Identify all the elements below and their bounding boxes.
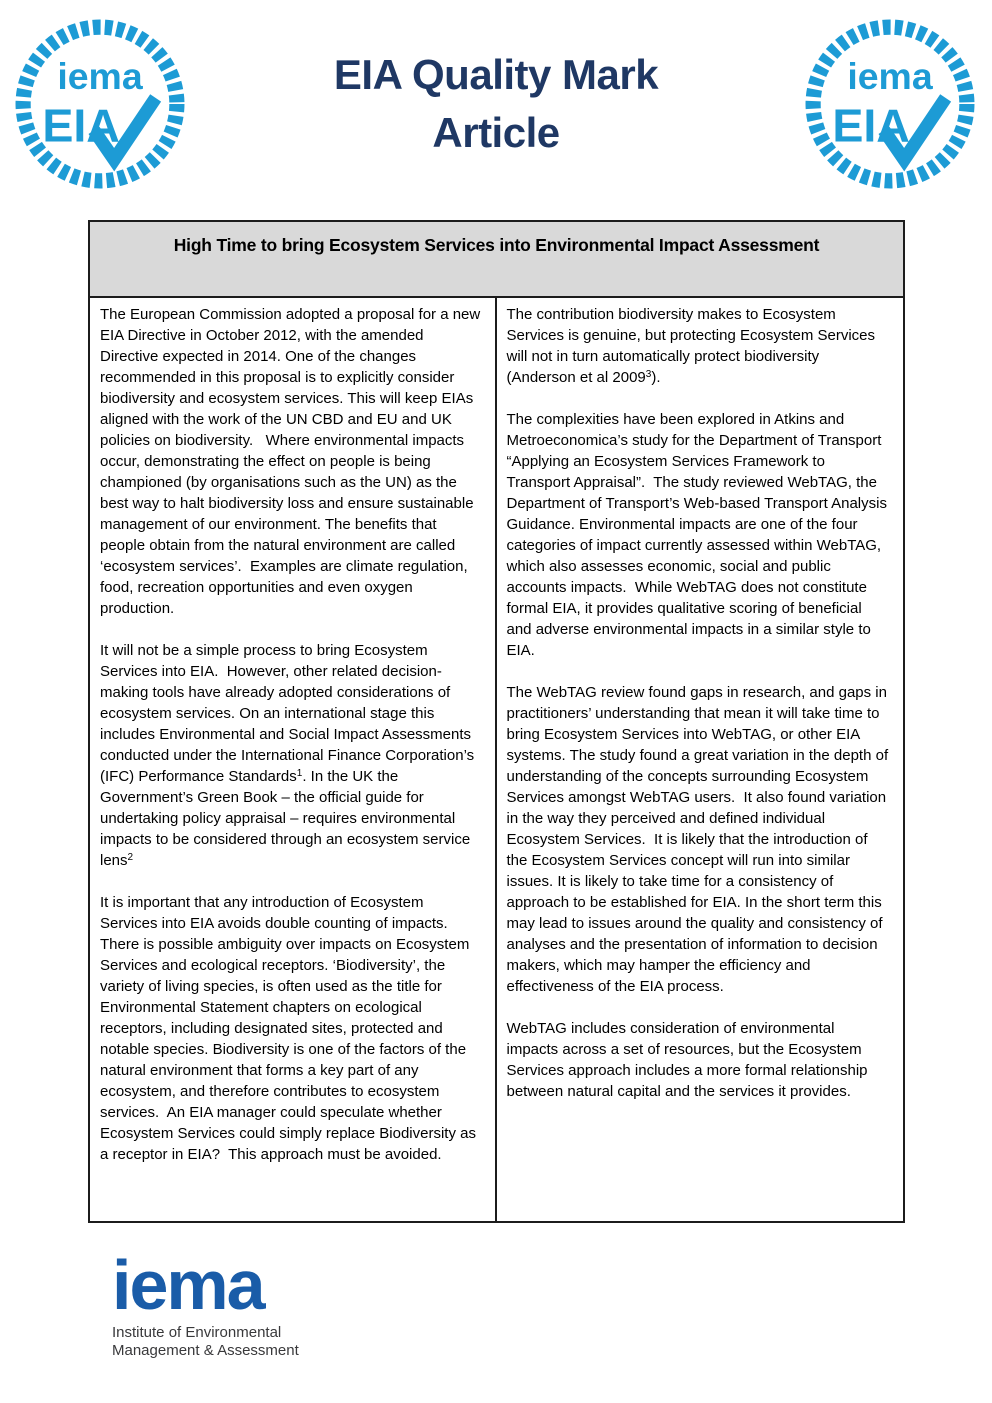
paragraph: WebTAG includes consideration of environmental impacts across a set of resources, but the Ecosystem Services approach includes a more formal relationship between natural capital and the services it provides.: [506, 1020, 872, 1100]
article-body: [90, 298, 903, 1221]
article-heading: High Time to bring Ecosystem Services into Environmental Impact Assessment: [90, 222, 903, 298]
paragraph: It will not be a simple process to bring Ecosystem Services into EIA. However, other related decision-making tools have already adopted considerations of ecosystem services. On an international stage this includes Environmental and Social Impact Assessments conducted under the International Finance Corporation’s (IFC) Performance Standards$^1$. In the UK the Government’s Green Book – the official guide for undertaking policy appraisal – requires environmental impacts to be considered through an ecosystem service lens$^2$: [100, 642, 479, 869]
paragraph: The WebTAG review found gaps in research, and gaps in practitioners’ understanding that mean it will take time to bring Ecosystem Services into WebTAG, or other EIA systems. The study found a great variation in the depth of understanding of the concepts surrounding Ecosystem Services amongst WebTAG users. It also found variation in the way they perceived and defined individual Ecosystem Services. It is likely that the introduction of the Ecosystem Services concept will run into similar issues. It is likely to take time for a consistency of approach to be established for EIA. In the short term this may lead to issues around the quality and consistency of analyses and the presentation of information to decision makers, which may hamper the efficiency and effectiveness of the EIA process.: [506, 684, 893, 995]
article-column-right: [497, 298, 904, 1221]
badge-iema-text: iema: [57, 54, 143, 97]
paragraph: The complexities have been explored in Atkins and Metroeconomica’s study for the Department of Transport “Applying an Ecosystem Services Framework to Transport Appraisal”. The study reviewed WebTAG, the Department of Transport’s Web-based Transport Analysis Guidance. Environmental impacts are one of the four categories of impact currently assessed within WebTAG, which also assesses economic, social and public accounts impacts. While WebTAG does not constitute formal EIA, it provides qualitative scoring of beneficial and adverse environmental impacts in a similar style to EIA.: [506, 411, 892, 659]
badge-eia-text: EIA: [832, 99, 910, 152]
page-title: [0, 46, 992, 162]
article-column-left: [90, 298, 497, 1221]
iema-tagline: [112, 1324, 299, 1359]
iema-tagline-line1: Institute of Environmental: [112, 1324, 282, 1341]
page-title-line1: EIA Quality Mark: [333, 51, 659, 98]
badge-iema-text: iema: [847, 54, 933, 97]
iema-logo-text: iema: [112, 1246, 264, 1324]
article-table: [88, 220, 905, 1223]
paragraph: The contribution biodiversity makes to Ecosystem Services is genuine, but protecting Ecosystem Services will not in turn automatically protect biodiversity (Anderson et al 2009$^3$).: [506, 306, 880, 386]
paragraph: The European Commission adopted a proposal for a new EIA Directive in October 2012, with the amended Directive expected in 2014. One of the changes recommended in this proposal is to explicitly consider biodiversity and ecosystem services. This will keep EIAs aligned with the work of the UN CBD and EU and UK policies on biodiversity. Where environmental impacts occur, demonstrating the effect on people is being championed (by organisations such as the UN) as the best way to halt biodiversity loss and ensure sustainable management of our environment. The benefits that people obtain from the natural environment are called ‘ecosystem services’. Examples are climate regulation, food, recreation opportunities and even oxygen production.: [100, 306, 485, 617]
iema-footer-logo: [112, 1246, 299, 1359]
page-title-line2: Article: [432, 109, 560, 156]
paragraph: It is important that any introduction of Ecosystem Services into EIA avoids double counting of impacts. There is possible ambiguity over impacts on Ecosystem Services and ecological receptors. ‘Biodiversity’, the variety of living species, is often used as the title for Environmental Statement chapters on ecological receptors, including designated sites, protected and notable species. Biodiversity is one of the factors of the natural environment that forms a key part of any ecosystem, and therefore contributes to ecosystem services. An EIA manager could speculate whether Ecosystem Services could simply replace Biodiversity as a receptor in EIA? This approach must be avoided.: [100, 894, 481, 1163]
badge-eia-text: EIA: [42, 99, 120, 152]
iema-tagline-line2: Management & Assessment: [112, 1341, 299, 1359]
